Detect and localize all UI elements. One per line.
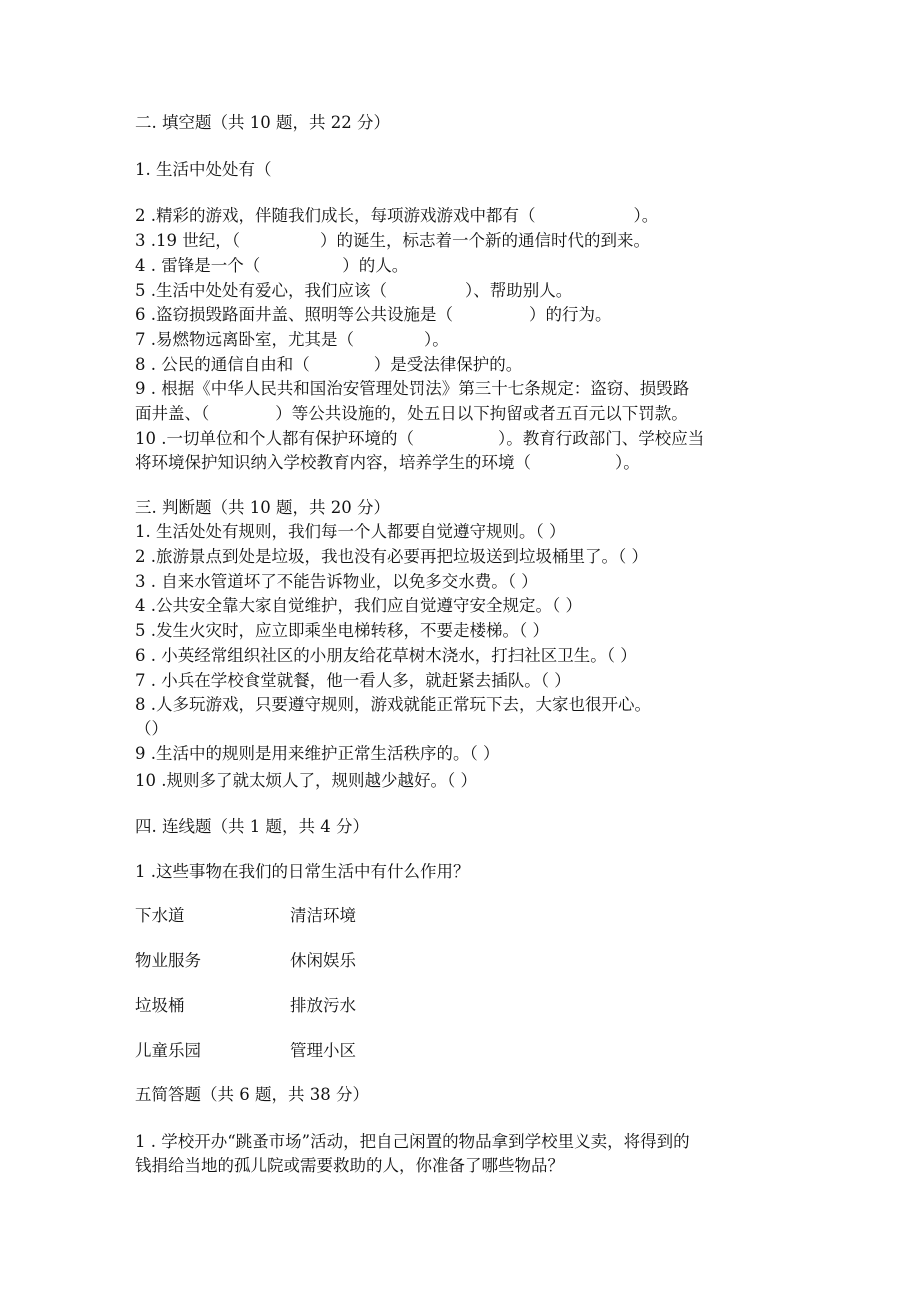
short-answer-question-1-line1: 1 . 学校开办“跳蚤市场”活动，把自己闲置的物品拿到学校里义卖，将得到的 [135,1132,690,1151]
match-right-item: 排放污水 [290,996,356,1015]
section-fill-blank-title: 二. 填空题（共 10 题，共 22 分） [135,113,390,132]
judge-question-10: 10 .规则多了就太烦人了，规则越少越好。（ ） [135,771,477,790]
judge-question-8-bracket: （） [135,719,168,738]
fill-question-9-line2 [135,403,688,425]
fill-question-7 [135,329,449,351]
fill-question-6-end: ）的行为。 [529,305,612,324]
judge-question-3: 3 . 自来水管道坏了不能告诉物业，以免多交水费。（ ） [135,572,538,591]
fill-question-2-end: ）。 [633,206,659,225]
fill-question-4 [135,255,408,277]
fill-question-10b-end: ）。 [615,453,640,472]
short-answer-question-1-line2: 钱捐给当地的孤儿院或需要救助的人，你准备了哪些物品？ [135,1156,564,1175]
fill-question-8-end: ）是受法律保护的。 [373,355,523,374]
fill-question-10-end: ）。教育行政部门、学校应当 [498,429,705,448]
match-left-item: 下水道 [135,906,185,925]
judge-question-7: 7 . 小兵在学校食堂就餐，他一看人多，就赶紧去插队。（ ） [135,671,571,690]
judge-question-2: 2 .旅游景点到处是垃圾，我也没有必要再把垃圾送到垃圾桶里了。（ ） [135,547,648,566]
judge-question-9: 9 .生活中的规则是用来维护正常生活秩序的。（ ） [135,744,500,763]
match-right-item: 管理小区 [290,1041,356,1060]
judge-question-5: 5 .发生火灾时，应立即乘坐电梯转移，不要走楼梯。（ ） [135,621,549,640]
fill-question-10-text: 10 .一切单位和个人都有保护环境的（ [135,429,414,448]
judge-question-1: 1. 生活处处有规则，我们每一个人都要自觉遵守规则。（ ） [135,522,566,541]
section-short-answer-title: 五简答题（共 6 题，共 38 分） [135,1085,369,1104]
fill-question-5 [135,280,572,302]
fill-question-3 [135,230,650,252]
fill-question-5-end: ）、帮助别人。 [465,281,573,300]
fill-question-2 [135,205,658,227]
judge-question-8: 8 .人多玩游戏，只要遵守规则，游戏就能正常玩下去，大家也很开心。 [135,695,651,714]
judge-question-6: 6 . 小英经常组织社区的小朋友给花草树木浇水，打扫社区卫生。（ ） [135,646,637,665]
fill-question-4-text: 4 . 雷锋是一个（ [135,256,261,275]
fill-question-3-text: 3 .19 世纪，（ [135,231,240,250]
fill-question-7-text: 7 .易燃物远离卧室，尤其是（ [135,330,354,349]
section-judge-title: 三. 判断题（共 10 题，共 20 分） [135,498,390,517]
match-left-item: 物业服务 [135,951,201,970]
match-left-item: 儿童乐园 [135,1041,201,1060]
match-right-item: 休闲娱乐 [290,951,356,970]
judge-question-4: 4 .公共安全靠大家自觉维护，我们应自觉遵守安全规定。（ ） [135,596,582,615]
fill-question-10-line2 [135,452,640,474]
fill-question-8 [135,354,522,376]
fill-question-6 [135,304,612,326]
section-match-title: 四. 连线题（共 1 题，共 4 分） [135,817,369,836]
match-right-item: 清洁环境 [290,906,356,925]
fill-question-10b-text: 将环境保护知识纳入学校教育内容，培养学生的环境（ [135,453,531,472]
fill-question-8-text: 8 . 公民的通信自由和（ [135,355,310,374]
fill-question-10-line1 [135,428,704,450]
fill-question-5-text: 5 .生活中处处有爱心，我们应该（ [135,281,387,300]
fill-question-6-text: 6 .盗窃损毁路面井盖、照明等公共设施是（ [135,305,453,324]
fill-question-2-text: 2 .精彩的游戏，伴随我们成长，每项游戏游戏中都有（ [135,206,536,225]
fill-question-3-end: ）的诞生，标志着一个新的通信时代的到来。 [319,231,650,250]
fill-question-9-end: ）等公共设施的，处五日以下拘留或者五百元以下罚款。 [275,404,688,423]
fill-question-9-line1: 9 . 根据《中华人民共和国治安管理处罚法》第三十七条规定：盗窃、损毁路 [135,379,690,398]
fill-question-4-end: ）的人。 [342,256,409,275]
fill-question-7-end: ）。 [424,330,449,349]
fill-question-9-text: 面井盖、（ [135,404,210,423]
match-left-item: 垃圾桶 [135,996,185,1015]
match-question-1: 1 .这些事物在我们的日常生活中有什么作用？ [135,862,470,881]
fill-question-1: 1. 生活中处处有（ [135,160,272,179]
